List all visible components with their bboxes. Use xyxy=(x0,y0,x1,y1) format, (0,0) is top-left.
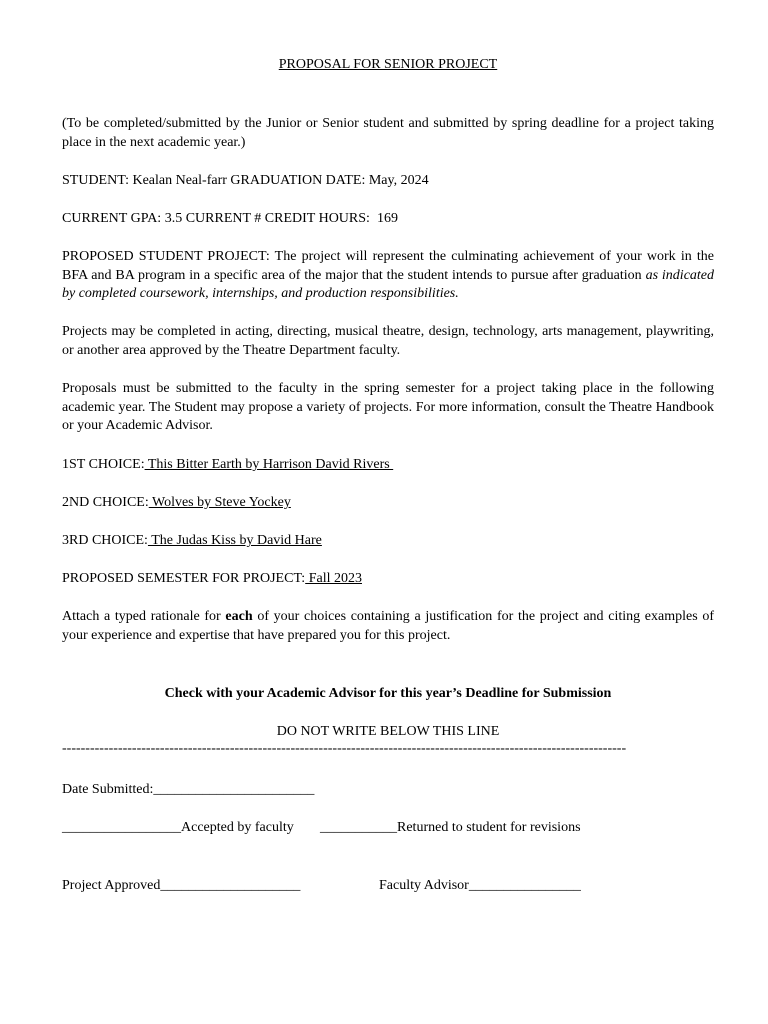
second-choice-label: 2ND CHOICE: xyxy=(62,495,149,510)
project-approved-field: Project Approved____________________ xyxy=(62,878,301,893)
project-areas-paragraph: Projects may be completed in acting, directing, musical theatre, design, technology, arts management, playwriting, or another area approved by the Theatre Department faculty. xyxy=(62,324,714,358)
semester-label: PROPOSED SEMESTER FOR PROJECT: xyxy=(62,571,306,586)
proposed-project-text: PROPOSED STUDENT PROJECT: The project will represent the culminating achievement of your work in the BFA and BA program in a specific area of the major that the student intends to pursue after graduation xyxy=(62,249,714,283)
student-name: Kealan Neal-farr xyxy=(132,173,227,188)
returned-for-revisions-field: ___________Returned to student for revisions xyxy=(320,820,581,835)
semester-value: Fall 2023 xyxy=(305,571,362,586)
divider-line: ------------------------------------------------------------------------------------------------------------------------- xyxy=(62,742,627,756)
student-label: STUDENT: xyxy=(62,173,129,188)
instructions-paragraph: (To be completed/submitted by the Junior or Senior student and submitted by spring deadline for a project taking place in the next academic year.) xyxy=(62,116,714,150)
date-submitted-field: Date Submitted:_______________________ xyxy=(62,782,315,797)
third-choice-value: The Judas Kiss by David Hare xyxy=(147,533,322,548)
proposals-info-paragraph: Proposals must be submitted to the faculty in the spring semester for a project taking place in the following academic year. The Student may propose a variety of projects. For more information, consult the Theatre Handbook or your Academic Advisor. xyxy=(62,381,714,433)
third-choice-line xyxy=(62,532,322,550)
document-title xyxy=(62,56,714,74)
first-choice-value: This Bitter Earth by Harrison David Rivers xyxy=(144,457,394,472)
graduation-label: GRADUATION DATE: xyxy=(230,173,366,188)
proposed-project-paragraph xyxy=(62,248,714,304)
title-text: PROPOSAL FOR SENIOR PROJECT xyxy=(278,57,498,72)
graduation-date: May, 2024 xyxy=(368,173,429,188)
deadline-notice: Check with your Academic Advisor for this year’s Deadline for Submission xyxy=(164,686,612,701)
attach-text-after: of your choices containing a justification for the project and citing examples of your experience and expertise that have prepared you for this project. xyxy=(62,609,715,643)
first-choice-label: 1ST CHOICE: xyxy=(62,457,145,472)
attach-rationale-paragraph xyxy=(62,608,714,645)
attach-text-bold: each xyxy=(225,609,253,624)
student-line xyxy=(62,172,429,190)
first-choice-line xyxy=(62,456,393,474)
credit-hours-label: CURRENT # CREDIT HOURS: xyxy=(185,211,370,226)
semester-line xyxy=(62,570,362,588)
do-not-write-notice: DO NOT WRITE BELOW THIS LINE xyxy=(276,724,500,739)
faculty-advisor-field: Faculty Advisor________________ xyxy=(379,878,581,893)
accepted-by-faculty-field: _________________Accepted by faculty xyxy=(62,820,294,835)
proposed-project-italic: as indicated by completed coursework, internships, and production responsibilities. xyxy=(62,267,715,301)
credit-hours-value: 169 xyxy=(376,211,398,226)
gpa-label: CURRENT GPA: xyxy=(62,211,162,226)
second-choice-value: Wolves by Steve Yockey xyxy=(148,495,291,510)
third-choice-label: 3RD CHOICE: xyxy=(62,533,148,548)
attach-text-before: Attach a typed rationale for xyxy=(62,609,221,624)
gpa-line xyxy=(62,210,398,228)
gpa-value: 3.5 xyxy=(164,211,183,226)
second-choice-line xyxy=(62,494,291,512)
